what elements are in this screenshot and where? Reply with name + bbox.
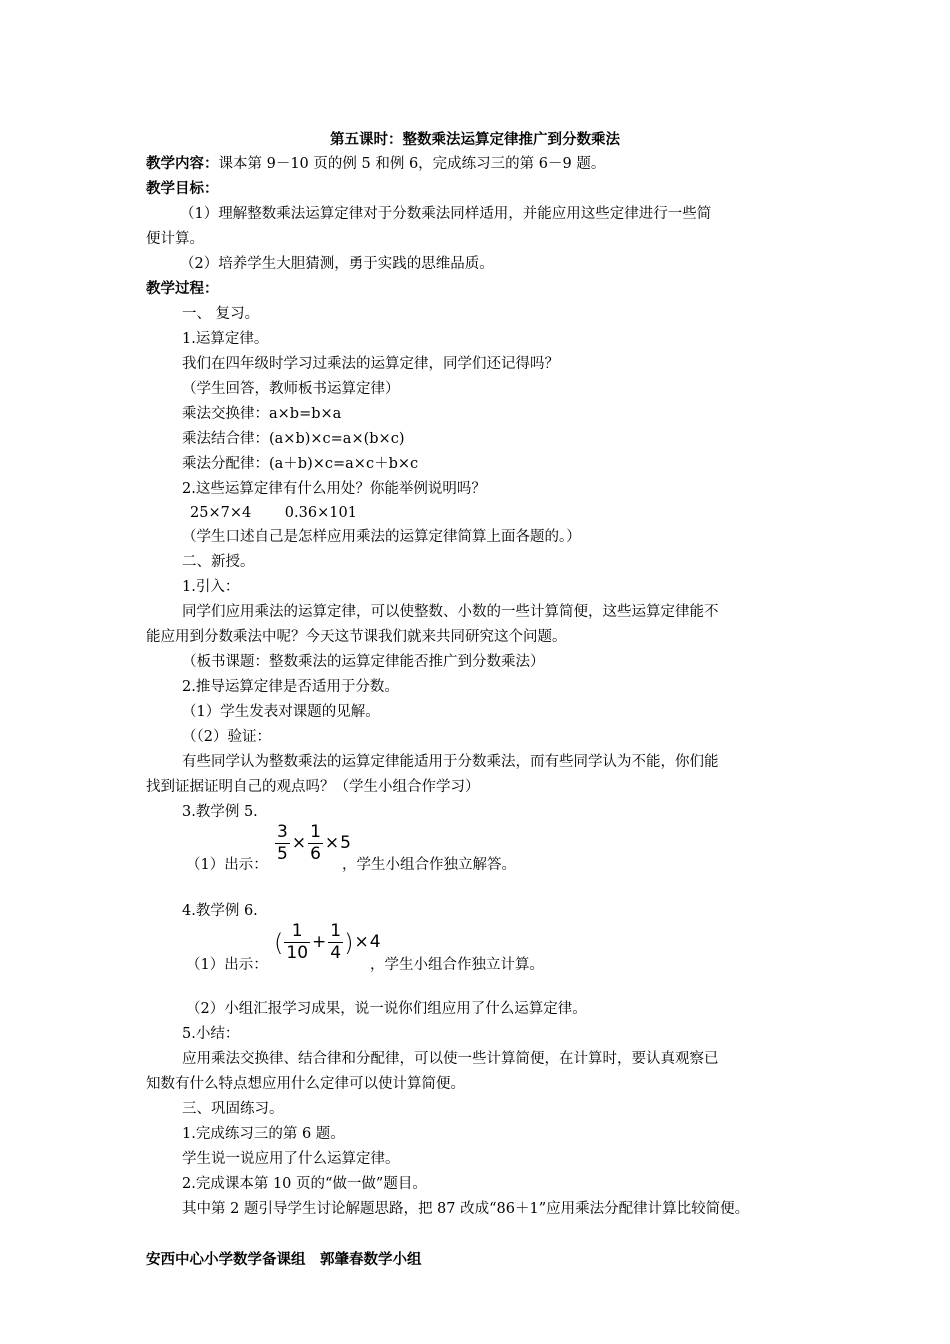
intro-line-a: 同学们应用乘法的运算定律，可以使整数、小数的一些计算简便，这些运算定律能不 — [182, 604, 719, 620]
intro-line-b: 能应用到分数乘法中呢？今天这节课我们就来共同研究这个问题。 — [146, 629, 567, 645]
board-topic: （板书课题：整数乘法的运算定律能否推广到分数乘法） — [182, 654, 545, 670]
example-5-show: （1）出示： — [186, 857, 268, 873]
review-item-1: 1.运算定律。 — [182, 331, 269, 347]
review-question: 我们在四年级时学习过乘法的运算定律，同学们还记得吗？ — [182, 356, 559, 372]
example-5-label: 3.教学例 5. — [182, 804, 258, 820]
lesson-title: 第五课时：整数乘法运算定律推广到分数乘法 — [330, 131, 620, 148]
section-new-lesson: 二、新授。 — [182, 554, 255, 570]
footer-group: 安西中心小学数学备课组 郭肇春数学小组 — [146, 1251, 422, 1268]
example-6-expression: ( $\frac{1}{10}$ + $\frac{1}{4}$ ) × 4 — [274, 921, 381, 963]
fraction-1-6: $\frac{1}{6}$ — [310, 822, 321, 864]
new-item-2: 2.推导运算定律是否适用于分数。 — [182, 679, 399, 695]
fraction-3-5: $\frac{3}{5}$ — [277, 822, 288, 864]
practice-item-2: 2.完成课本第 10 页的“做一做”题目。 — [182, 1176, 427, 1192]
example-6-report: （2）小组汇报学习成果，说一说你们组应用了什么运算定律。 — [186, 1001, 587, 1017]
verify-line-b: 找到证据证明自己的观点吗？（学生小组合作学习） — [146, 779, 480, 795]
new-item-1: 1.引入： — [182, 579, 240, 595]
law-commutative: 乘法交换律：a×b=b×a — [182, 406, 342, 422]
example-6-instruction: ，学生小组合作独立计算。 — [370, 957, 544, 973]
review-examples: 25×7×4 0.36×101 — [190, 505, 357, 521]
example-5-expression: $\frac{3}{5}$ × $\frac{1}{6}$ × 5 — [277, 822, 351, 864]
summary-label: 5.小结： — [182, 1026, 240, 1042]
new-item-2-2: （（2）验证： — [182, 729, 271, 745]
teaching-content-text: 课本第 9－10 页的例 5 和例 6，完成练习三的第 6－9 题。 — [218, 156, 606, 172]
review-note-2: （学生口述自己是怎样应用乘法的运算定律简算上面各题的。） — [182, 529, 581, 545]
teaching-content-line — [146, 154, 605, 174]
review-item-2: 2.这些运算定律有什么用处？你能举例说明吗？ — [182, 481, 486, 497]
section-practice: 三、巩固练习。 — [182, 1101, 284, 1117]
example-6-show: （1）出示： — [186, 957, 268, 973]
teaching-goals-label: 教学目标： — [146, 180, 219, 197]
summary-line-b: 知数有什么特点想应用什么定律可以使计算简便。 — [146, 1076, 465, 1092]
practice-note-2: 其中第 2 题引导学生讨论解题思路，把 87 改成“86＋1”应用乘法分配律计算比较简便。 — [182, 1201, 750, 1217]
example-5-instruction: ，学生小组合作独立解答。 — [342, 857, 516, 873]
section-review: 一、 复习。 — [182, 306, 260, 322]
fraction-1-4: $\frac{1}{4}$ — [330, 921, 342, 963]
teaching-process-label: 教学过程： — [146, 280, 219, 297]
summary-line-a: 应用乘法交换律、结合律和分配律，可以使一些计算简便，在计算时，要认真观察已 — [182, 1051, 719, 1067]
example-6-label: 4.教学例 6. — [182, 903, 258, 919]
fraction-1-10: $\frac{1}{10}$ — [286, 921, 309, 963]
goal-2: （2）培养学生大胆猜测，勇于实践的思维品质。 — [180, 256, 494, 272]
law-associative: 乘法结合律：(a×b)×c=a×(b×c) — [182, 431, 405, 447]
law-distributive: 乘法分配律：(a＋b)×c=a×c＋b×c — [182, 456, 419, 472]
verify-line-a: 有些同学认为整数乘法的运算定律能适用于分数乘法，而有些同学认为不能，你们能 — [182, 754, 719, 770]
practice-note-1: 学生说一说应用了什么运算定律。 — [182, 1151, 400, 1167]
new-item-2-1: （1）学生发表对课题的见解。 — [182, 704, 380, 720]
review-note: （学生回答，教师板书运算定律） — [182, 381, 400, 397]
practice-item-1: 1.完成练习三的第 6 题。 — [182, 1126, 345, 1142]
teaching-content-label: 教学内容： — [146, 155, 219, 172]
goal-1-line-a: （1）理解整数乘法运算定律对于分数乘法同样适用，并能应用这些定律进行一些简 — [180, 206, 712, 222]
goal-1-line-b: 便计算。 — [146, 231, 204, 247]
